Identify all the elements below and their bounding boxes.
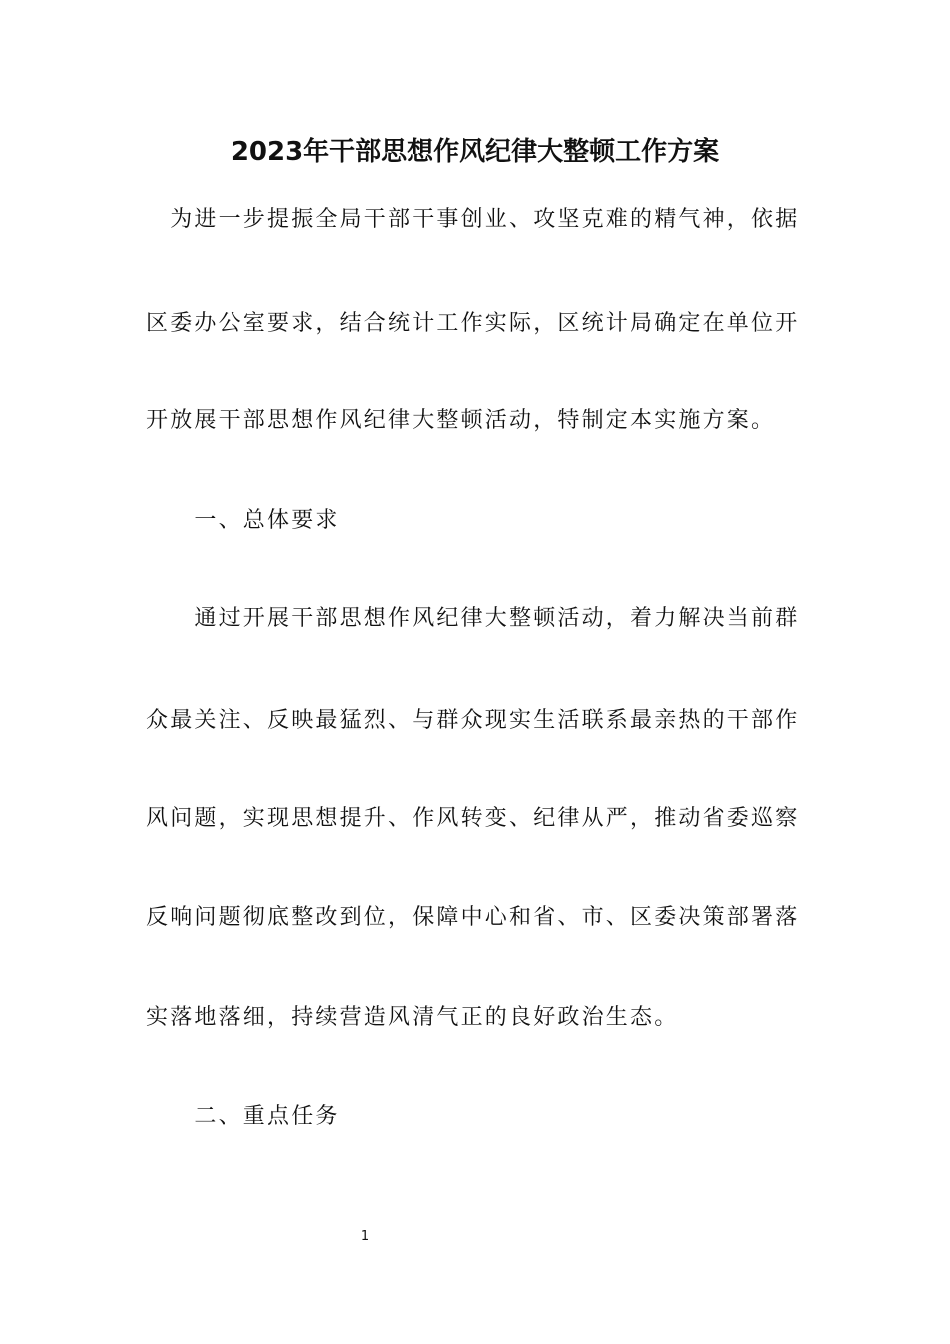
paragraph-line-8: 实落地落细，持续营造风清气正的良好政治生态。	[146, 1005, 679, 1030]
section-heading-2: 二、重点任务	[146, 1104, 340, 1129]
paragraph-line-3: 开放展干部思想作风纪律大整顿活动，特制定本实施方案。	[146, 408, 776, 433]
paragraph-line-5: 众最关注、反映最猛烈、与群众现实生活联系最亲热的干部作	[146, 708, 800, 733]
section-heading-1: 一、总体要求	[146, 508, 340, 533]
paragraph-line-6: 风问题，实现思想提升、作风转变、纪律从严，推动省委巡察	[146, 806, 800, 831]
paragraph-line-7: 反响问题彻底整改到位，保障中心和省、市、区委决策部署落	[146, 905, 800, 930]
paragraph-line-1: 为进一步提振全局干部干事创业、攻坚克难的精气神，依据	[146, 207, 800, 232]
paragraph-line-4: 通过开展干部思想作风纪律大整顿活动，着力解决当前群	[146, 606, 800, 631]
page-number: 1	[360, 1229, 370, 1244]
document-title: 2023年干部思想作风纪律大整顿工作方案	[230, 137, 720, 167]
paragraph-line-2: 区委办公室要求，结合统计工作实际，区统计局确定在单位开	[146, 311, 800, 336]
